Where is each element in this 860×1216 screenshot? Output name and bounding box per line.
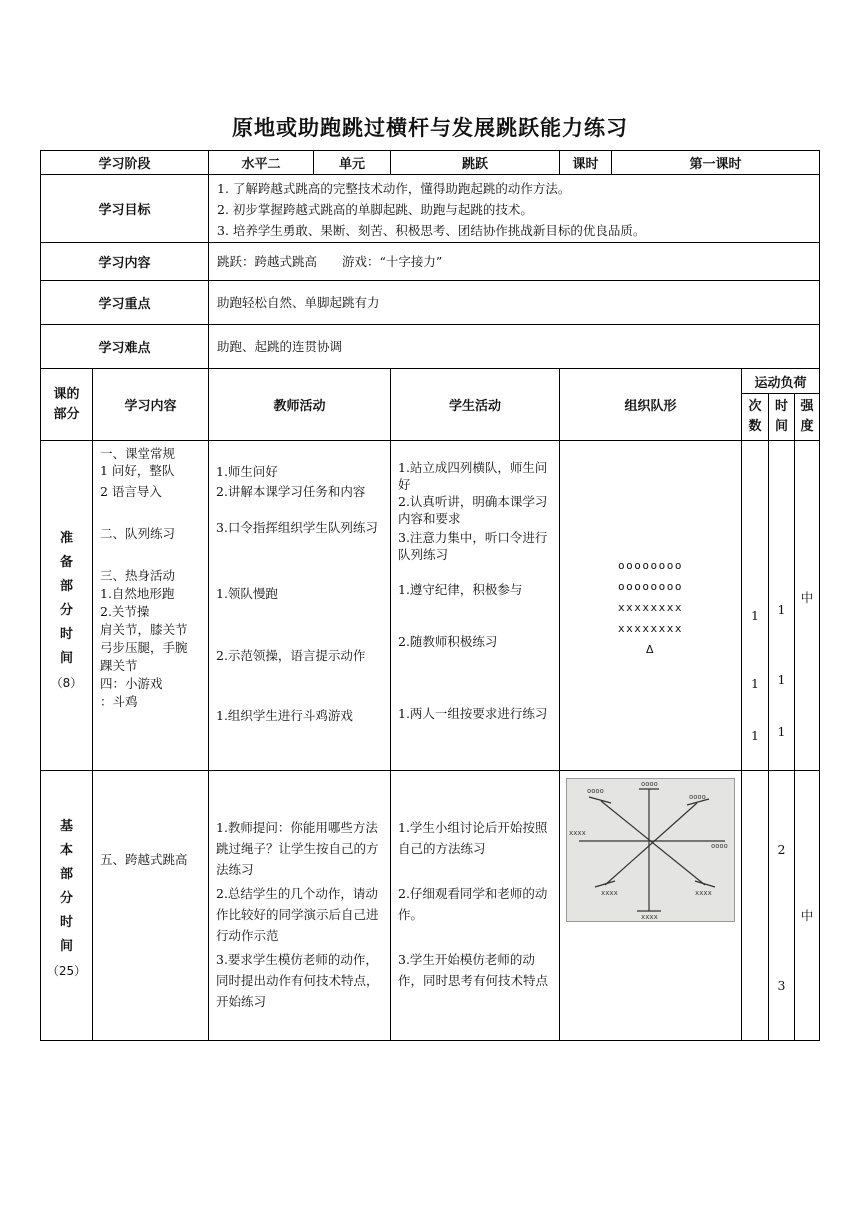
duration-value: 1 [777,602,786,617]
section2-content [92,770,209,1041]
content-line: 二、队列练习 [100,526,176,541]
formation-row: oooooooo [618,559,683,572]
teacher-line: 3.要求学生模仿老师的动作，同时提出动作有何技术特点，开始练习 [216,952,379,1009]
part-char: 分 [59,891,73,906]
svg-text:xxxx: xxxx [601,889,618,897]
section1-times [741,440,769,771]
part-char: 本 [59,843,73,858]
intensity-value: 中 [800,908,814,923]
svg-text:oooo: oooo [711,842,728,850]
teacher-marker: Δ [645,643,656,656]
key-points-value: 助跑轻松自然、单脚起跳有力 [208,280,820,325]
header-times: 次数 [741,393,769,441]
header-duration: 时间 [768,393,795,441]
student-line: 3.学生开始模仿老师的动作，同时思考有何技术特点 [398,952,549,988]
section1-part-label [41,527,92,695]
goals-label: 学习目标 [40,174,209,243]
duration-value: 1 [777,672,786,687]
teacher-line: 1.教师提问：你能用哪些方法跳过绳子？让学生按自己的方法练习 [216,820,379,877]
content-line: 弓步压腿，手腕 [100,640,188,655]
section1-content [92,440,209,771]
svg-text:xxxx: xxxx [641,913,658,919]
part-char: 基 [59,819,73,834]
header-content: 学习内容 [92,368,209,441]
content-line: 2 语言导入 [100,484,162,499]
part-char: 时 [59,627,73,642]
header-teacher: 教师活动 [208,368,391,441]
lesson-label: 课时 [559,150,612,175]
content-value: 跳跃：跨越式跳高 游戏：“十字接力” [208,242,820,281]
content-line: 1.自然地形跑 [100,586,175,601]
section2-times [741,770,769,1041]
part-minutes: （8） [50,676,83,690]
part-char: 准 [59,531,73,546]
section2-student [390,770,560,1041]
student-line: 1.学生小组讨论后开始按照自己的方法练习 [398,820,548,856]
formation-row: xxxxxxxx [618,601,683,614]
duration-value: 2 [777,842,786,857]
header-intensity: 强度 [794,393,820,441]
content-line: 五、跨越式跳高 [100,852,188,867]
document-title: 原地或助跑跳过横杆与发展跳跃能力练习 [232,116,628,140]
stage-label: 学习阶段 [40,150,209,175]
section1-formation [559,440,742,771]
student-line: 1.站立成四列横队，师生问好 [398,460,548,492]
difficulty-value: 助跑、起跳的连贯协调 [208,324,820,369]
duration-value: 1 [777,724,786,739]
svg-text:xxxx: xxxx [695,889,712,897]
student-line: 2.随教师积极练习 [398,634,498,649]
part-char: 部 [59,579,73,594]
part-char: 间 [59,651,73,666]
goal-item: 1. 了解跨越式跳高的完整技术动作，懂得助跑起跳的动作方法。 [217,181,571,196]
svg-text:xxxx: xxxx [569,829,586,837]
section1-intensity [794,440,820,771]
section2-intensity [794,770,820,1041]
svg-text:oooo: oooo [641,780,658,788]
part-minutes: （25） [46,964,87,978]
header-load: 运动负荷 [741,368,820,394]
teacher-line: 2.总结学生的几个动作，请动作比较好的同学演示后自己进行动作示范 [216,886,379,943]
times-value: 1 [751,608,759,623]
student-line: 3.注意力集中，听口令进行队列练习 [398,530,548,562]
header-part: 课的部分 [40,368,93,441]
unit-value: 跳跃 [390,150,560,175]
content-line: 1 问好，整队 [100,463,175,478]
content-line: 一、课堂常规 [100,446,176,461]
content-label: 学习内容 [40,242,209,281]
header-student: 学生活动 [390,368,560,441]
duration-value: 3 [777,978,786,993]
part-char: 间 [59,939,73,954]
unit-label: 单元 [313,150,391,175]
difficulty-label: 学习难点 [40,324,209,369]
goal-item: 3. 培养学生勇敢、果断、刻苦、积极思考、团结协作挑战新目标的优良品质。 [217,223,646,238]
cross-relay-diagram-photo [566,778,735,922]
student-line: 1.两人一组按要求进行练习 [398,706,548,721]
part-char: 备 [59,555,73,570]
intensity-value: 中 [800,590,814,605]
teacher-line: 3.口令指挥组织学生队列练习 [216,520,378,535]
content-line: 2.关节操 [100,604,150,619]
section1-part [40,440,93,771]
times-value: 1 [751,676,759,691]
formation-row: xxxxxxxx [618,622,683,635]
content-line: 三、热身活动 [100,568,176,583]
student-line: 2.仔细观看同学和老师的动作。 [398,886,548,922]
content-line: ：斗鸡 [100,694,138,709]
teacher-line: 2.讲解本课学习任务和内容 [216,484,366,499]
student-line: 1.遵守纪律，积极参与 [398,582,523,597]
content-line: 四：小游戏 [100,676,163,691]
times-value: 1 [751,728,759,743]
section2-part-label [41,815,92,983]
lesson-value: 第一课时 [611,150,820,175]
teacher-line: 1.组织学生进行斗鸡游戏 [216,708,353,723]
header-formation: 组织队形 [559,368,742,441]
student-line: 2.认真听讲，明确本课学习内容和要求 [398,494,548,526]
section2-teacher [208,770,391,1041]
goals-list [208,174,820,243]
teacher-line: 2.示范领操，语言提示动作 [216,648,366,663]
part-char: 时 [59,915,73,930]
key-points-label: 学习重点 [40,280,209,325]
content-line: 肩关节，膝关节 [100,622,188,637]
content-line: 踝关节 [100,658,138,673]
part-char: 部 [59,867,73,882]
stage-value: 水平二 [208,150,314,175]
section1-teacher [208,440,391,771]
formation-diagram [560,555,741,660]
formation-row: oooooooo [618,580,683,593]
section1-student [390,440,560,771]
svg-text:oooo: oooo [587,787,604,795]
cross-relay-diagram [567,779,732,919]
section2-duration [768,770,795,1041]
part-char: 分 [59,603,73,618]
section2-part [40,770,93,1041]
goal-item: 2. 初步掌握跨越式跳高的单脚起跳、助跑与起跳的技术。 [217,202,533,217]
teacher-line: 1.师生问好 [216,464,278,479]
section1-duration [768,440,795,771]
teacher-line: 1.领队慢跑 [216,586,278,601]
svg-text:oooo: oooo [689,793,706,801]
